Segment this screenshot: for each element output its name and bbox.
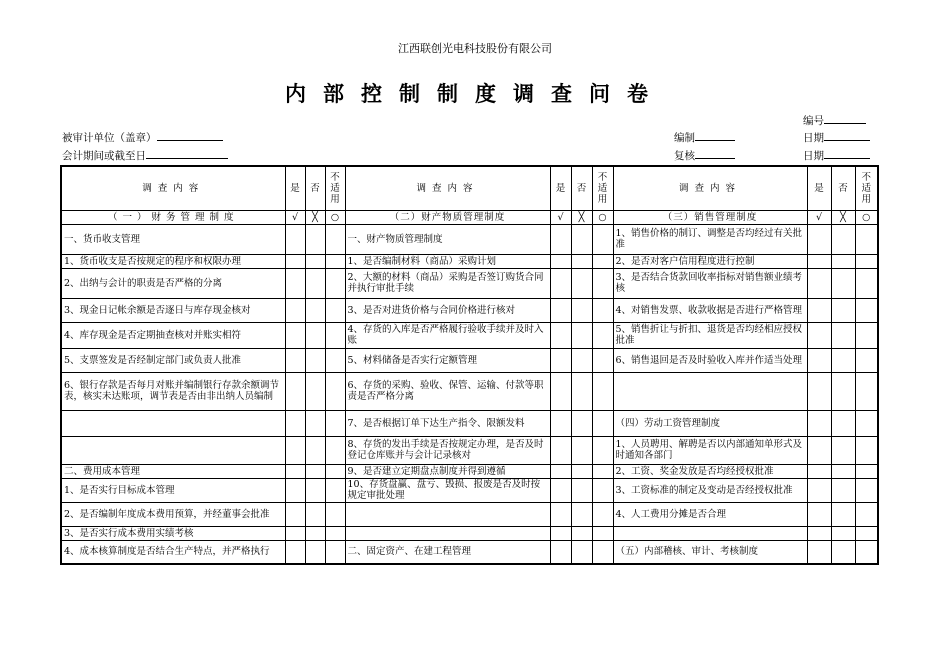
answer-na-cell[interactable] xyxy=(855,348,878,372)
question-cell-col2: 10、存货盘赢、盘亏、毁损、报废是否及时按规定审批处理 xyxy=(345,478,550,502)
answer-yes-cell[interactable] xyxy=(550,268,571,298)
answer-no-cell[interactable] xyxy=(571,478,592,502)
answer-yes-cell[interactable] xyxy=(807,540,831,564)
question-cell-col2: 6、存货的采购、验收、保管、运输、付款等职责是否严格分离 xyxy=(345,372,550,410)
answer-na-cell[interactable] xyxy=(325,464,345,478)
auditee-blank[interactable] xyxy=(157,130,223,141)
answer-yes-cell[interactable] xyxy=(285,502,305,526)
question-cell-col3: 4、对销售发票、收款收据是否进行严格管理 xyxy=(613,298,807,322)
question-cell-col3: 4、人工费用分摊是否合理 xyxy=(613,502,807,526)
answer-yes-cell[interactable] xyxy=(285,526,305,540)
section-row xyxy=(61,210,878,224)
answer-na-cell[interactable] xyxy=(325,502,345,526)
table-row xyxy=(61,526,878,540)
legend-yes-col2: √ xyxy=(550,210,571,224)
answer-na-cell[interactable] xyxy=(325,348,345,372)
answer-yes-cell[interactable] xyxy=(285,254,305,268)
date-label-1: 日期 xyxy=(803,132,824,144)
answer-no-cell[interactable] xyxy=(831,410,855,436)
table-row xyxy=(61,298,878,322)
question-cell-col2: 1、是否编制材料（商品）采购计划 xyxy=(345,254,550,268)
answer-no-cell[interactable] xyxy=(571,298,592,322)
answer-na-cell[interactable] xyxy=(325,254,345,268)
answer-yes-cell[interactable] xyxy=(807,322,831,348)
answer-na-cell[interactable] xyxy=(325,298,345,322)
answer-yes-cell[interactable] xyxy=(807,254,831,268)
question-cell-col1: 3、现金日记帐余额是否逐日与库存现金核对 xyxy=(61,298,285,322)
question-cell-col1: 2、出纳与会计的职责是否严格的分离 xyxy=(61,268,285,298)
answer-yes-cell[interactable] xyxy=(807,410,831,436)
answer-na-cell[interactable] xyxy=(325,372,345,410)
answer-no-cell[interactable] xyxy=(571,372,592,410)
table-row xyxy=(61,372,878,410)
answer-na-cell[interactable] xyxy=(592,254,613,268)
answer-yes-cell[interactable] xyxy=(285,540,305,564)
table-row xyxy=(61,410,878,436)
date-field-2 xyxy=(803,148,870,163)
answer-yes-cell[interactable] xyxy=(285,464,305,478)
answer-no-cell[interactable] xyxy=(305,540,325,564)
answer-na-cell[interactable] xyxy=(855,322,878,348)
answer-no-cell[interactable] xyxy=(305,526,325,540)
survey-table xyxy=(60,165,879,565)
question-cell-col2: 7、是否根据订单下达生产指令、限额发料 xyxy=(345,410,550,436)
answer-yes-cell[interactable] xyxy=(550,224,571,254)
answer-yes-cell[interactable] xyxy=(807,348,831,372)
answer-no-cell[interactable] xyxy=(305,502,325,526)
answer-na-cell[interactable] xyxy=(325,478,345,502)
answer-no-cell[interactable] xyxy=(305,372,325,410)
table-row xyxy=(61,540,878,564)
answer-no-cell[interactable] xyxy=(571,502,592,526)
number-field xyxy=(803,113,866,128)
answer-na-cell[interactable] xyxy=(325,268,345,298)
answer-no-cell[interactable] xyxy=(305,436,325,464)
period-blank[interactable] xyxy=(146,148,228,159)
header-row xyxy=(61,166,878,210)
answer-yes-cell[interactable] xyxy=(807,436,831,464)
period-field xyxy=(62,148,228,163)
table-row xyxy=(61,322,878,348)
legend-na-col2: ○ xyxy=(592,210,613,224)
number-label: 编号 xyxy=(803,115,824,127)
answer-na-cell[interactable] xyxy=(592,322,613,348)
question-cell-col1: 2、是否编制年度成本费用预算，并经董事会批准 xyxy=(61,502,285,526)
auditee-field xyxy=(62,130,223,145)
answer-yes-cell[interactable] xyxy=(285,298,305,322)
answer-no-cell[interactable] xyxy=(305,410,325,436)
answer-yes-cell[interactable] xyxy=(807,502,831,526)
answer-no-cell[interactable] xyxy=(831,268,855,298)
auditee-label: 被审计单位（盖章） xyxy=(62,132,157,144)
answer-yes-cell[interactable] xyxy=(285,224,305,254)
answer-yes-cell[interactable] xyxy=(285,436,305,464)
answer-no-cell[interactable] xyxy=(571,268,592,298)
answer-yes-cell[interactable] xyxy=(807,526,831,540)
answer-no-cell[interactable] xyxy=(831,224,855,254)
answer-no-cell[interactable] xyxy=(305,298,325,322)
question-cell-col2 xyxy=(345,526,550,540)
section-title-col3: （三）销售管理制度 xyxy=(613,210,807,224)
question-cell-col3: 1、销售价格的制订、调整是否均经过有关批准 xyxy=(613,224,807,254)
question-cell-col3: 3、工资标准的制定及变动是否经授权批准 xyxy=(613,478,807,502)
table-row xyxy=(61,348,878,372)
answer-yes-cell[interactable] xyxy=(285,410,305,436)
question-cell-col2: 9、是否建立定期盘点制度并得到遵循 xyxy=(345,464,550,478)
answer-na-cell[interactable] xyxy=(855,298,878,322)
question-cell-col2: 一、财产物质管理制度 xyxy=(345,224,550,254)
answer-yes-cell[interactable] xyxy=(285,372,305,410)
answer-na-cell[interactable] xyxy=(855,436,878,464)
answer-no-cell[interactable] xyxy=(571,526,592,540)
review-field xyxy=(674,148,735,163)
question-cell-col1: 1、是否实行目标成本管理 xyxy=(61,478,285,502)
table-row xyxy=(61,254,878,268)
question-cell-col3: 6、销售退回是否及时验收入库并作适当处理 xyxy=(613,348,807,372)
date-blank-1[interactable] xyxy=(824,130,870,141)
answer-na-cell[interactable] xyxy=(592,224,613,254)
question-cell-col2 xyxy=(345,502,550,526)
section-title-col1: （一）财务管理制度 xyxy=(61,210,285,224)
header-na-col2: 不适用 xyxy=(592,166,613,210)
answer-yes-cell[interactable] xyxy=(550,526,571,540)
answer-yes-cell[interactable] xyxy=(807,268,831,298)
answer-yes-cell[interactable] xyxy=(550,372,571,410)
answer-no-cell[interactable] xyxy=(831,436,855,464)
answer-yes-cell[interactable] xyxy=(550,322,571,348)
answer-no-cell[interactable] xyxy=(571,224,592,254)
answer-yes-cell[interactable] xyxy=(550,502,571,526)
header-content-col2: 调查内容 xyxy=(345,166,550,210)
legend-no-col3: ╳ xyxy=(831,210,855,224)
header-yes-col2: 是 xyxy=(550,166,571,210)
number-blank[interactable] xyxy=(824,113,866,124)
answer-no-cell[interactable] xyxy=(831,322,855,348)
answer-na-cell[interactable] xyxy=(855,478,878,502)
legend-no-col2: ╳ xyxy=(571,210,592,224)
question-cell-col2: 5、材料储备是否实行定额管理 xyxy=(345,348,550,372)
legend-na-col1: ○ xyxy=(325,210,345,224)
question-cell-col1: 1、货币收支是否按规定的程序和权限办理 xyxy=(61,254,285,268)
answer-na-cell[interactable] xyxy=(855,410,878,436)
compiled-field xyxy=(674,130,735,145)
question-cell-col1 xyxy=(61,410,285,436)
answer-no-cell[interactable] xyxy=(831,526,855,540)
answer-yes-cell[interactable] xyxy=(550,254,571,268)
answer-na-cell[interactable] xyxy=(855,502,878,526)
table-row xyxy=(61,464,878,478)
header-na-col3: 不适用 xyxy=(855,166,878,210)
question-cell-col3: 3、是否结合货款回收率指标对销售额业绩考核 xyxy=(613,268,807,298)
question-cell-col1: 3、是否实行成本费用实绩考核 xyxy=(61,526,285,540)
answer-yes-cell[interactable] xyxy=(285,478,305,502)
answer-no-cell[interactable] xyxy=(831,502,855,526)
header-content-col1: 调查内容 xyxy=(61,166,285,210)
answer-na-cell[interactable] xyxy=(592,436,613,464)
answer-na-cell[interactable] xyxy=(855,526,878,540)
answer-no-cell[interactable] xyxy=(305,478,325,502)
answer-na-cell[interactable] xyxy=(855,224,878,254)
company-name: 江西联创光电科技股份有限公司 xyxy=(398,42,552,55)
answer-yes-cell[interactable] xyxy=(550,298,571,322)
date-blank-2[interactable] xyxy=(824,148,870,159)
answer-yes-cell[interactable] xyxy=(285,268,305,298)
legend-na-col3: ○ xyxy=(855,210,878,224)
answer-na-cell[interactable] xyxy=(592,478,613,502)
answer-na-cell[interactable] xyxy=(325,540,345,564)
answer-na-cell[interactable] xyxy=(592,372,613,410)
answer-no-cell[interactable] xyxy=(571,254,592,268)
header-no-col3: 否 xyxy=(831,166,855,210)
legend-no-col1: ╳ xyxy=(305,210,325,224)
legend-yes-col1: √ xyxy=(285,210,305,224)
answer-no-cell[interactable] xyxy=(831,372,855,410)
document-title: 内部控制制度调查问卷 xyxy=(285,81,665,106)
question-cell-col3 xyxy=(613,526,807,540)
answer-no-cell[interactable] xyxy=(831,478,855,502)
header-na-col1: 不适用 xyxy=(325,166,345,210)
answer-no-cell[interactable] xyxy=(571,540,592,564)
period-label: 会计期间或截至日 xyxy=(62,150,146,162)
table-row xyxy=(61,268,878,298)
header-no-col1: 否 xyxy=(305,166,325,210)
answer-na-cell[interactable] xyxy=(325,526,345,540)
answer-no-cell[interactable] xyxy=(571,436,592,464)
answer-na-cell[interactable] xyxy=(855,540,878,564)
table-row xyxy=(61,224,878,254)
answer-no-cell[interactable] xyxy=(571,348,592,372)
answer-no-cell[interactable] xyxy=(305,322,325,348)
answer-na-cell[interactable] xyxy=(855,268,878,298)
answer-na-cell[interactable] xyxy=(592,410,613,436)
compiled-label: 编制 xyxy=(674,132,695,144)
question-cell-col2: 8、存货的发出手续是否按规定办理，是否及时登记仓库账并与会计记录核对 xyxy=(345,436,550,464)
answer-yes-cell[interactable] xyxy=(807,464,831,478)
answer-na-cell[interactable] xyxy=(592,502,613,526)
answer-na-cell[interactable] xyxy=(592,540,613,564)
answer-na-cell[interactable] xyxy=(325,224,345,254)
question-cell-col2: 3、是否对进货价格与合同价格进行核对 xyxy=(345,298,550,322)
question-cell-col2: 二、固定资产、在建工程管理 xyxy=(345,540,550,564)
answer-yes-cell[interactable] xyxy=(807,478,831,502)
answer-no-cell[interactable] xyxy=(831,254,855,268)
question-cell-col1: 6、银行存款是否每月对账并编制银行存款余额调节表，核实未达账项，调节表是否由非出纳人员编制 xyxy=(61,372,285,410)
answer-na-cell[interactable] xyxy=(592,348,613,372)
date-label-2: 日期 xyxy=(803,150,824,162)
answer-yes-cell[interactable] xyxy=(550,436,571,464)
section-title-col2: （二）财产物质管理制度 xyxy=(345,210,550,224)
question-cell-col1: 4、成本核算制度是否结合生产特点，并严格执行 xyxy=(61,540,285,564)
answer-no-cell[interactable] xyxy=(831,540,855,564)
question-cell-col3: 1、人员聘用、解聘是否以内部通知单形式及时通知各部门 xyxy=(613,436,807,464)
compiled-blank[interactable] xyxy=(695,130,735,141)
answer-no-cell[interactable] xyxy=(571,322,592,348)
answer-na-cell[interactable] xyxy=(855,372,878,410)
question-cell-col3: 5、销售折让与折扣、退货是否均经相应授权批准 xyxy=(613,322,807,348)
answer-no-cell[interactable] xyxy=(831,298,855,322)
question-cell-col1: 4、库存现金是否定期抽查核对并账实相符 xyxy=(61,322,285,348)
answer-na-cell[interactable] xyxy=(855,464,878,478)
header-yes-col3: 是 xyxy=(807,166,831,210)
answer-yes-cell[interactable] xyxy=(550,478,571,502)
answer-yes-cell[interactable] xyxy=(285,348,305,372)
answer-no-cell[interactable] xyxy=(571,410,592,436)
question-cell-col2: 4、存货的入库是否严格履行验收手续并及时入账 xyxy=(345,322,550,348)
answer-yes-cell[interactable] xyxy=(550,464,571,478)
question-cell-col3: 2、是否对客户信用程度进行控制 xyxy=(613,254,807,268)
answer-na-cell[interactable] xyxy=(592,526,613,540)
answer-no-cell[interactable] xyxy=(305,268,325,298)
question-cell-col3: 2、工资、奖金发放是否均经授权批准 xyxy=(613,464,807,478)
answer-na-cell[interactable] xyxy=(325,436,345,464)
answer-yes-cell[interactable] xyxy=(807,298,831,322)
review-blank[interactable] xyxy=(695,148,735,159)
header-yes-col1: 是 xyxy=(285,166,305,210)
answer-no-cell[interactable] xyxy=(831,348,855,372)
answer-yes-cell[interactable] xyxy=(550,348,571,372)
answer-no-cell[interactable] xyxy=(831,464,855,478)
table-row xyxy=(61,436,878,464)
answer-na-cell[interactable] xyxy=(592,298,613,322)
answer-yes-cell[interactable] xyxy=(550,410,571,436)
answer-yes-cell[interactable] xyxy=(550,540,571,564)
answer-no-cell[interactable] xyxy=(305,224,325,254)
answer-na-cell[interactable] xyxy=(325,322,345,348)
review-label: 复核 xyxy=(674,150,695,162)
question-cell-col1 xyxy=(61,436,285,464)
question-cell-col1: 一、货币收支管理 xyxy=(61,224,285,254)
table-row xyxy=(61,478,878,502)
answer-na-cell[interactable] xyxy=(592,464,613,478)
answer-na-cell[interactable] xyxy=(325,410,345,436)
answer-na-cell[interactable] xyxy=(592,268,613,298)
question-cell-col3: （五）内部稽核、审计、考核制度 xyxy=(613,540,807,564)
answer-yes-cell[interactable] xyxy=(807,224,831,254)
date-field-1 xyxy=(803,130,870,145)
answer-na-cell[interactable] xyxy=(855,254,878,268)
question-cell-col1: 5、支票签发是否经制定部门或负责人批准 xyxy=(61,348,285,372)
legend-yes-col3: √ xyxy=(807,210,831,224)
question-cell-col2: 2、大额的材料（商品）采购是否签订购货合同并执行审批手续 xyxy=(345,268,550,298)
table-row xyxy=(61,502,878,526)
answer-no-cell[interactable] xyxy=(305,254,325,268)
answer-no-cell[interactable] xyxy=(571,464,592,478)
header-content-col3: 调查内容 xyxy=(613,166,807,210)
question-cell-col1: 二、费用成本管理 xyxy=(61,464,285,478)
question-cell-col3: （四）劳动工资管理制度 xyxy=(613,410,807,436)
answer-yes-cell[interactable] xyxy=(807,372,831,410)
answer-yes-cell[interactable] xyxy=(285,322,305,348)
answer-no-cell[interactable] xyxy=(305,348,325,372)
header-no-col2: 否 xyxy=(571,166,592,210)
answer-no-cell[interactable] xyxy=(305,464,325,478)
question-cell-col3 xyxy=(613,372,807,410)
